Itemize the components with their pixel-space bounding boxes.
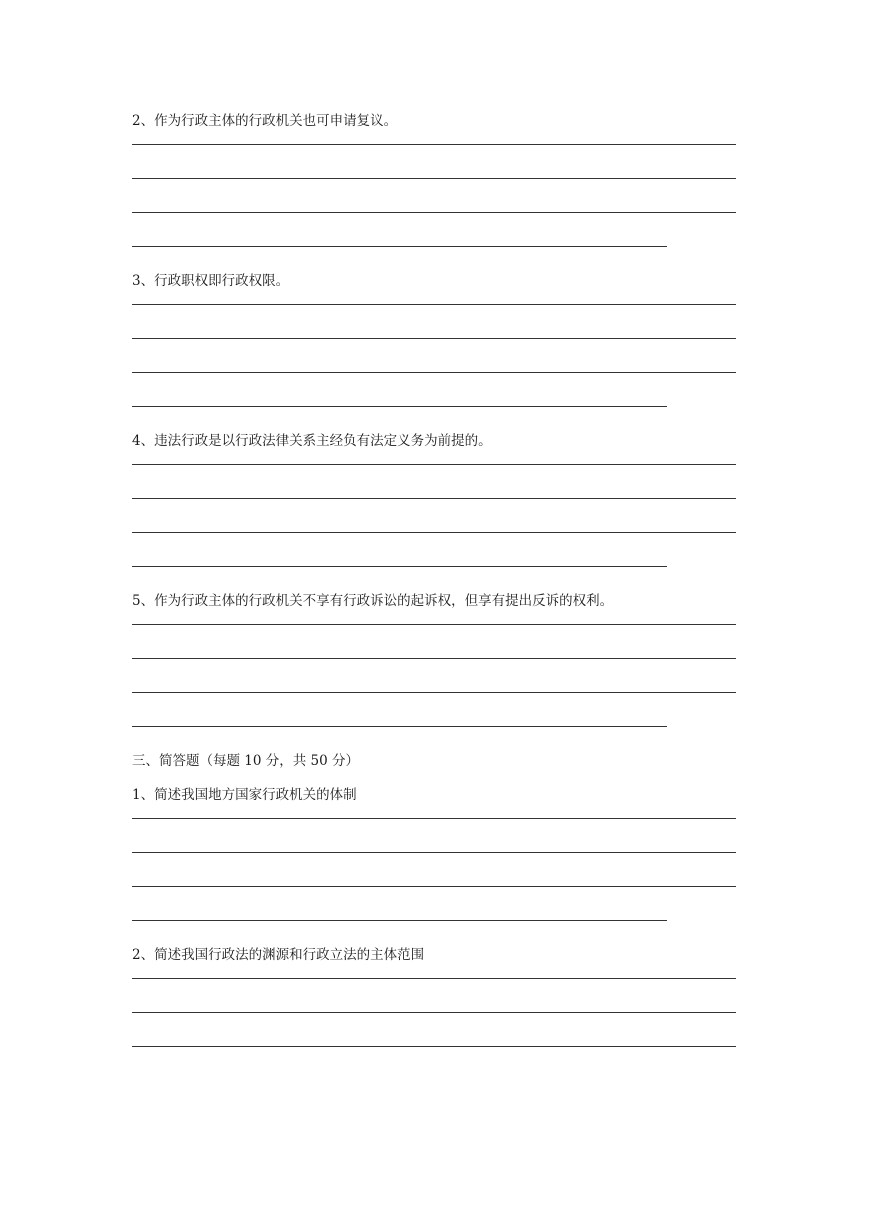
answer-line (132, 236, 736, 270)
question-block (132, 430, 736, 590)
answer-line (132, 522, 736, 556)
answer-area (132, 134, 736, 270)
answer-line (132, 968, 736, 1002)
question-block (132, 590, 736, 750)
answer-area (132, 454, 736, 590)
question-block (132, 784, 736, 944)
answer-line (132, 614, 736, 648)
answer-line (132, 454, 736, 488)
question-text: 3、行政职权即行政权限。 (132, 273, 290, 289)
answer-line (132, 328, 736, 362)
answer-line (132, 488, 736, 522)
answer-line (132, 556, 736, 590)
exam-page (132, 110, 736, 1070)
question-block (132, 944, 736, 1070)
answer-line (132, 648, 736, 682)
answer-line (132, 362, 736, 396)
question-text: 1、简述我国地方国家行政机关的体制 (132, 787, 357, 803)
answer-line (132, 808, 736, 842)
answer-line (132, 682, 736, 716)
answer-line (132, 716, 736, 750)
answer-line (132, 1036, 736, 1070)
answer-line (132, 842, 736, 876)
answer-line (132, 876, 736, 910)
question-block (132, 110, 736, 270)
answer-line (132, 202, 736, 236)
answer-area (132, 294, 736, 430)
question-block (132, 270, 736, 430)
section-title: 三、简答题（每题 10 分，共 50 分） (132, 753, 360, 769)
answer-line (132, 396, 736, 430)
answer-area (132, 614, 736, 750)
question-text: 5、作为行政主体的行政机关不享有行政诉讼的起诉权，但享有提出反诉的权利。 (132, 593, 614, 609)
answer-line (132, 168, 736, 202)
answer-area (132, 808, 736, 944)
answer-line (132, 910, 736, 944)
answer-area (132, 968, 736, 1070)
answer-line (132, 294, 736, 328)
question-text: 2、作为行政主体的行政机关也可申请复议。 (132, 113, 398, 129)
question-text: 2、简述我国行政法的渊源和行政立法的主体范围 (132, 947, 425, 963)
answer-line (132, 134, 736, 168)
question-text: 4、违法行政是以行政法律关系主经负有法定义务为前提的。 (132, 433, 492, 449)
answer-line (132, 1002, 736, 1036)
